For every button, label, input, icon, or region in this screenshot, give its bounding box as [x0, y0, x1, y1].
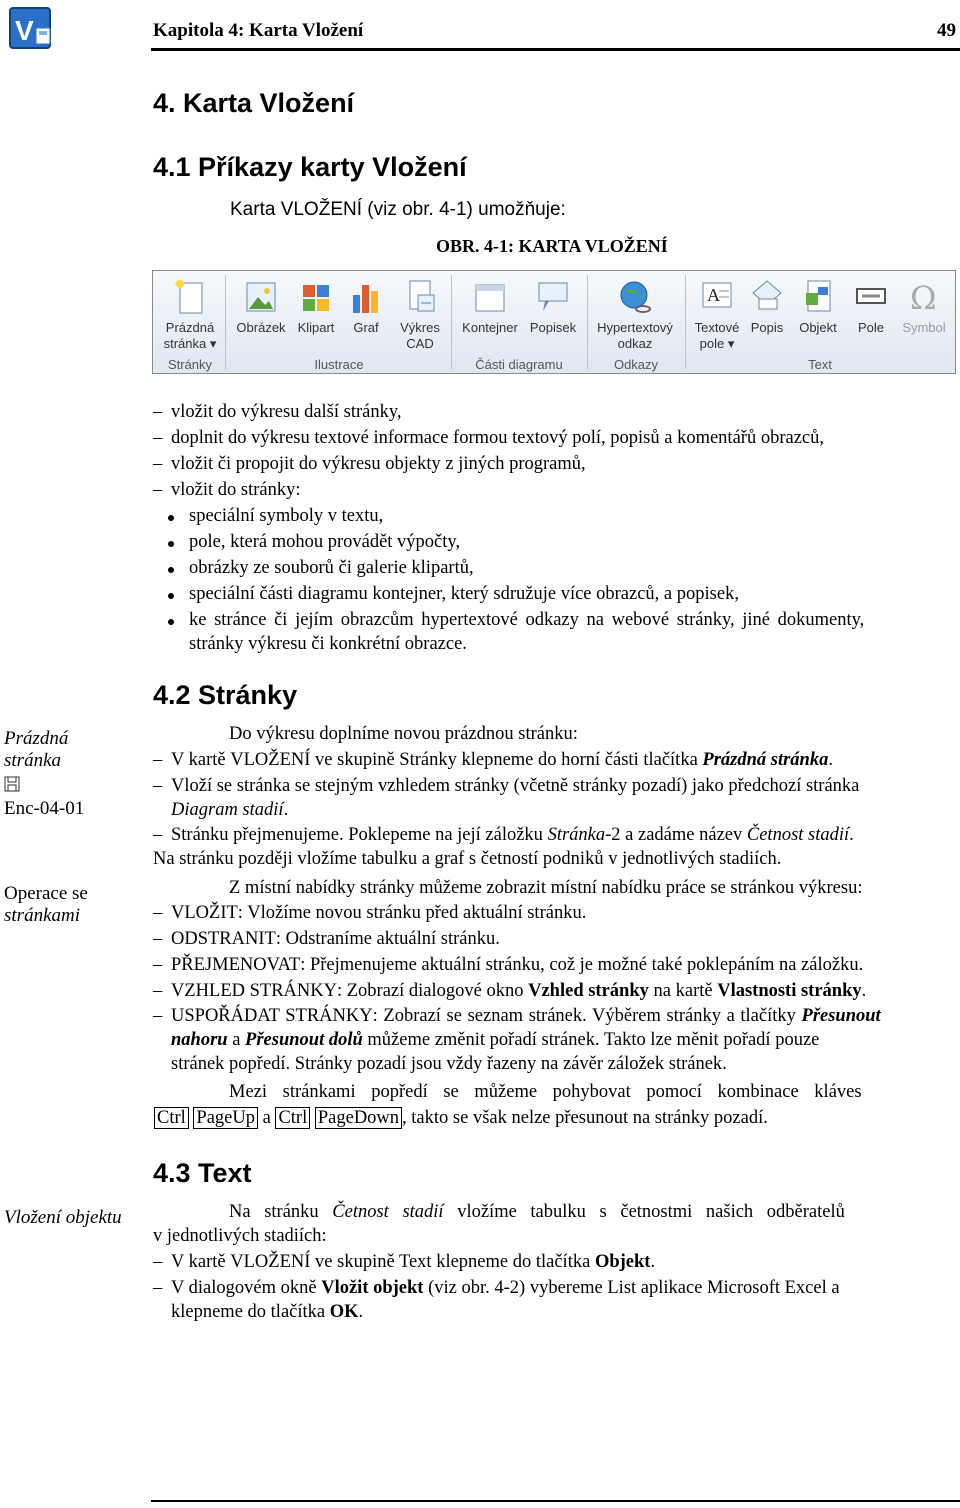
page-number: 49	[937, 20, 956, 41]
cad-drawing-label: Výkres	[400, 320, 440, 335]
button-name: OK	[329, 1302, 359, 1322]
clipart-label: Klipart	[297, 320, 335, 335]
cad-drawing-icon	[402, 277, 438, 317]
menu-command: PŘEJMENOVAT	[171, 955, 301, 975]
text-box-icon	[699, 277, 735, 317]
paragraph-continuation: v jednotlivých stadiích:	[153, 1226, 327, 1246]
group-separator	[587, 275, 588, 369]
dash-marker: –	[153, 750, 163, 770]
page-name: Četnost stadií	[332, 1202, 444, 1222]
margin-note-insert-object: Vložení objektu	[4, 1207, 122, 1228]
margin-note-line: stránka	[4, 750, 61, 771]
text-run: .	[358, 1302, 364, 1322]
chart-icon	[348, 277, 384, 317]
picture-label: Obrázek	[236, 320, 286, 335]
key-pageup: PageUp	[193, 1107, 258, 1129]
list-item: Vloží se stránka se stejným vzhledem stránky (včetně stránky pozadí) jako předchozí stránka	[171, 776, 860, 796]
hyperlink-button[interactable]	[591, 277, 679, 352]
list-item: vložit či propojit do výkresu objekty z jiných programů,	[171, 454, 586, 474]
dialog-name: Vložit objekt	[321, 1278, 424, 1298]
chapter-title: 4. Karta Vložení	[153, 88, 355, 118]
bullet-item: pole, která mohou provádět výpočty,	[189, 532, 461, 552]
text-run: : Zobrazí dialogové okno	[336, 981, 529, 1001]
blank-page-label: Prázdná	[165, 320, 215, 335]
list-item	[171, 825, 854, 846]
running-header-title: Kapitola 4: Karta Vložení	[153, 20, 364, 41]
text-run: V dialogovém okně	[171, 1278, 322, 1298]
menu-item-description	[171, 903, 586, 924]
object-button[interactable]	[793, 277, 843, 336]
save-file-icon	[4, 776, 20, 792]
picture-icon	[243, 277, 279, 317]
list-item-continuation	[171, 800, 288, 821]
callout-icon	[535, 277, 571, 317]
intro-text: Karta VLOŽENÍ (viz obr. 4-1) umožňuje:	[230, 199, 566, 220]
menu-item-description	[171, 981, 866, 1002]
dash-marker: –	[153, 1006, 163, 1026]
symbol-icon	[906, 277, 942, 317]
group-separator	[451, 275, 452, 369]
tab-name: VLOŽENÍ	[230, 750, 311, 770]
screentip-label: Popis	[750, 320, 784, 335]
section-title-4-1: 4.1 Příkazy karty Vložení	[153, 152, 467, 182]
paragraph: Do výkresu doplníme novou prázdnou stránku:	[229, 724, 578, 744]
text-run: V kartě	[171, 1252, 231, 1272]
bullet-dot	[168, 619, 174, 625]
button-name: Objekt	[594, 1252, 651, 1272]
text-run: : Přejmenujeme aktuální stránku, což je možné také poklepáním na záložku.	[300, 955, 864, 975]
dash-marker: –	[153, 776, 163, 796]
page-name: Četnost stadií	[746, 825, 850, 845]
text-run: (viz obr. 4-2) vybereme List aplikace Microsoft Excel a	[423, 1278, 840, 1298]
section-title-4-2: 4.2 Stránky	[153, 680, 298, 710]
ribbon-group-links: Odkazy	[613, 357, 659, 372]
svg-text:Ω: Ω	[910, 279, 937, 317]
footer-rule	[151, 1500, 960, 1502]
ribbon-group-pages: Stránky	[167, 357, 213, 372]
chart-button[interactable]	[345, 277, 387, 336]
list-item: vložit do výkresu další stránky,	[171, 402, 402, 422]
margin-note-line: Prázdná	[4, 728, 69, 749]
hyperlink-label2: odkaz	[617, 336, 653, 351]
list-item	[171, 750, 833, 771]
blank-page-icon	[172, 277, 208, 317]
hyperlink-icon	[617, 277, 653, 317]
list-item-continuation	[171, 1302, 363, 1323]
text-run: klepneme do tlačítka	[171, 1302, 330, 1322]
bullet-item: obrázky ze souborů či galerie klipartů,	[189, 558, 474, 578]
menu-command: VLOŽIT	[171, 903, 238, 923]
text-run: ve skupině Text klepneme do tlačítka	[310, 1252, 595, 1272]
visio-logo-icon	[6, 4, 56, 54]
callout-label: Popisek	[529, 320, 577, 335]
paragraph: Z místní nabídky stránky můžeme zobrazit místní nabídku práce se stránkou výkresu:	[229, 878, 863, 898]
object-label: Objekt	[799, 320, 837, 335]
ribbon-group-illustrations: Ilustrace	[314, 357, 364, 372]
text-run: na kartě	[648, 981, 718, 1001]
tab-label: Stránka	[547, 825, 606, 845]
bullet-item: speciální části diagramu kontejner, který sdružuje více obrazců, a popisek,	[189, 584, 739, 604]
text-run: ve skupině Stránky klepneme do horní části tlačítka	[310, 750, 703, 770]
chart-label: Graf	[353, 320, 379, 335]
blank-page-button[interactable]	[161, 277, 219, 352]
margin-note-page-operations	[4, 883, 88, 927]
text-run: vložíme tabulku s četnostmi našich odběratelů	[443, 1202, 845, 1222]
svg-text:V: V	[15, 15, 34, 46]
text-run: Stránku přejmenujeme. Poklepeme na její záložku	[171, 825, 548, 845]
text-run: a	[262, 1108, 271, 1128]
section-title-4-3: 4.3 Text	[153, 1158, 252, 1188]
text-run: Na stránku	[229, 1202, 333, 1222]
dash-marker: –	[153, 402, 163, 422]
ribbon-figure	[152, 270, 956, 374]
list-item-continuation: stránek popředí. Stránky pozadí jsou vždy řazeny na závěr záložek stránek.	[171, 1054, 727, 1074]
symbol-button[interactable]	[899, 277, 949, 336]
dash-marker: –	[153, 1252, 163, 1272]
tab-name: Vlastnosti stránky	[717, 981, 862, 1001]
text-box-label: Textové	[694, 320, 740, 335]
paragraph: Na stránku později vložíme tabulku a graf s četností podniků v jednotlivých stadiích.	[153, 849, 782, 869]
clipart-icon	[298, 277, 334, 317]
text-run: : Vložíme novou stránku před aktuální stránku.	[237, 903, 587, 923]
key-ctrl: Ctrl	[154, 1107, 189, 1129]
dash-marker: –	[153, 903, 163, 923]
container-icon	[472, 277, 508, 317]
bullet-dot	[168, 593, 174, 599]
object-icon	[800, 277, 836, 317]
button-name: Prázdná stránka	[702, 750, 829, 770]
group-separator	[225, 275, 226, 369]
key-ctrl: Ctrl	[275, 1107, 310, 1129]
text-run: : Zobrazí se seznam stránek. Výběrem stránky a tlačítky	[372, 1006, 802, 1026]
text-run: -2 a zadáme název	[605, 825, 747, 845]
screentip-button[interactable]	[745, 277, 789, 336]
dash-marker: –	[153, 825, 163, 845]
list-item	[171, 1252, 655, 1273]
blank-page-label2: stránka ▾	[163, 336, 217, 351]
margin-note-line: stránkami	[4, 905, 80, 926]
list-item: vložit do stránky:	[171, 480, 301, 500]
text-run: : Odstraníme aktuální stránku.	[275, 929, 500, 949]
page-name: Diagram stadií	[171, 800, 284, 820]
text-run: .	[283, 800, 289, 820]
margin-note-line: Operace se	[4, 883, 88, 904]
header-rule	[151, 48, 960, 51]
dash-marker: –	[153, 1278, 163, 1298]
symbol-label: Symbol	[902, 320, 946, 335]
button-name: Přesunout	[801, 1006, 881, 1026]
clipart-button[interactable]	[291, 277, 341, 336]
text-run: a	[227, 1030, 246, 1050]
picture-button[interactable]	[233, 277, 289, 336]
paragraph	[229, 1202, 845, 1223]
hyperlink-label: Hypertextový	[597, 320, 673, 335]
button-name: nahoru	[171, 1030, 228, 1050]
menu-command: USPOŘÁDAT STRÁNKY	[171, 1006, 373, 1026]
field-label: Pole	[857, 320, 885, 335]
bullet-item-continuation: stránky výkresu či konkrétní obrazce.	[189, 634, 467, 654]
key-pagedown: PageDown	[315, 1107, 402, 1129]
exercise-file-name: Enc-04-01	[4, 798, 85, 819]
bullet-dot	[168, 515, 174, 521]
container-label: Kontejner	[462, 320, 518, 335]
text-run: .	[828, 750, 833, 770]
margin-note-blank-page	[4, 728, 68, 772]
cad-drawing-label2: CAD	[406, 336, 434, 351]
paragraph: Mezi stránkami popředí se můžeme pohybovat pomocí kombinace kláves	[229, 1082, 862, 1102]
group-separator	[685, 275, 686, 369]
list-item: doplnit do výkresu textové informace formou textový polí, popisů a komentářů obrazců,	[171, 428, 824, 448]
figure-caption: OBR. 4-1: KARTA VLOŽENÍ	[436, 236, 668, 256]
dash-marker: –	[153, 981, 163, 1001]
dash-marker: –	[153, 955, 163, 975]
dash-marker: –	[153, 480, 163, 500]
ribbon-group-text: Text	[808, 357, 832, 372]
container-button[interactable]	[457, 277, 523, 336]
text-run: V kartě	[171, 750, 231, 770]
dash-marker: –	[153, 929, 163, 949]
dash-marker: –	[153, 454, 163, 474]
bullet-dot	[168, 541, 174, 547]
callout-button[interactable]	[525, 277, 581, 336]
text-run: .	[849, 825, 854, 845]
menu-command: ODSTRANIT	[171, 929, 276, 949]
list-item	[171, 1278, 840, 1299]
list-item-continuation	[171, 1030, 819, 1051]
menu-item-description	[171, 1006, 881, 1027]
menu-command: VZHLED STRÁNKY	[171, 981, 337, 1001]
text-run: .	[861, 981, 867, 1001]
tab-name: VLOŽENÍ	[230, 1252, 311, 1272]
menu-item-description	[171, 929, 500, 950]
text-run: .	[650, 1252, 656, 1272]
bullet-item: speciální symboly v textu,	[189, 506, 384, 526]
dash-marker: –	[153, 428, 163, 448]
menu-item-description	[171, 955, 863, 976]
section-intro	[230, 199, 566, 221]
cad-drawing-button[interactable]	[393, 277, 447, 352]
dialog-name: Vzhled stránky	[528, 981, 649, 1001]
text-box-button[interactable]	[689, 277, 745, 352]
ribbon-group-diagram-parts: Části diagramu	[475, 357, 563, 372]
field-button[interactable]	[847, 277, 895, 336]
text-run: , takto se však nelze přesunout na stránky pozadí.	[402, 1108, 768, 1128]
bullet-item: ke stránce či jejím obrazcům hypertextové odkazy na webové stránky, jiné dokumenty,	[189, 610, 865, 630]
paragraph-keys	[154, 1108, 768, 1129]
button-name: Přesunout dolů	[245, 1030, 363, 1050]
bullet-dot	[168, 567, 174, 573]
text-box-label2: pole ▾	[699, 336, 735, 351]
svg-text:A: A	[707, 285, 720, 305]
field-icon	[853, 277, 889, 317]
text-run: můžeme změnit pořadí stránek. Takto lze měnit pořadí pouze	[362, 1030, 820, 1050]
screentip-icon	[749, 277, 785, 317]
